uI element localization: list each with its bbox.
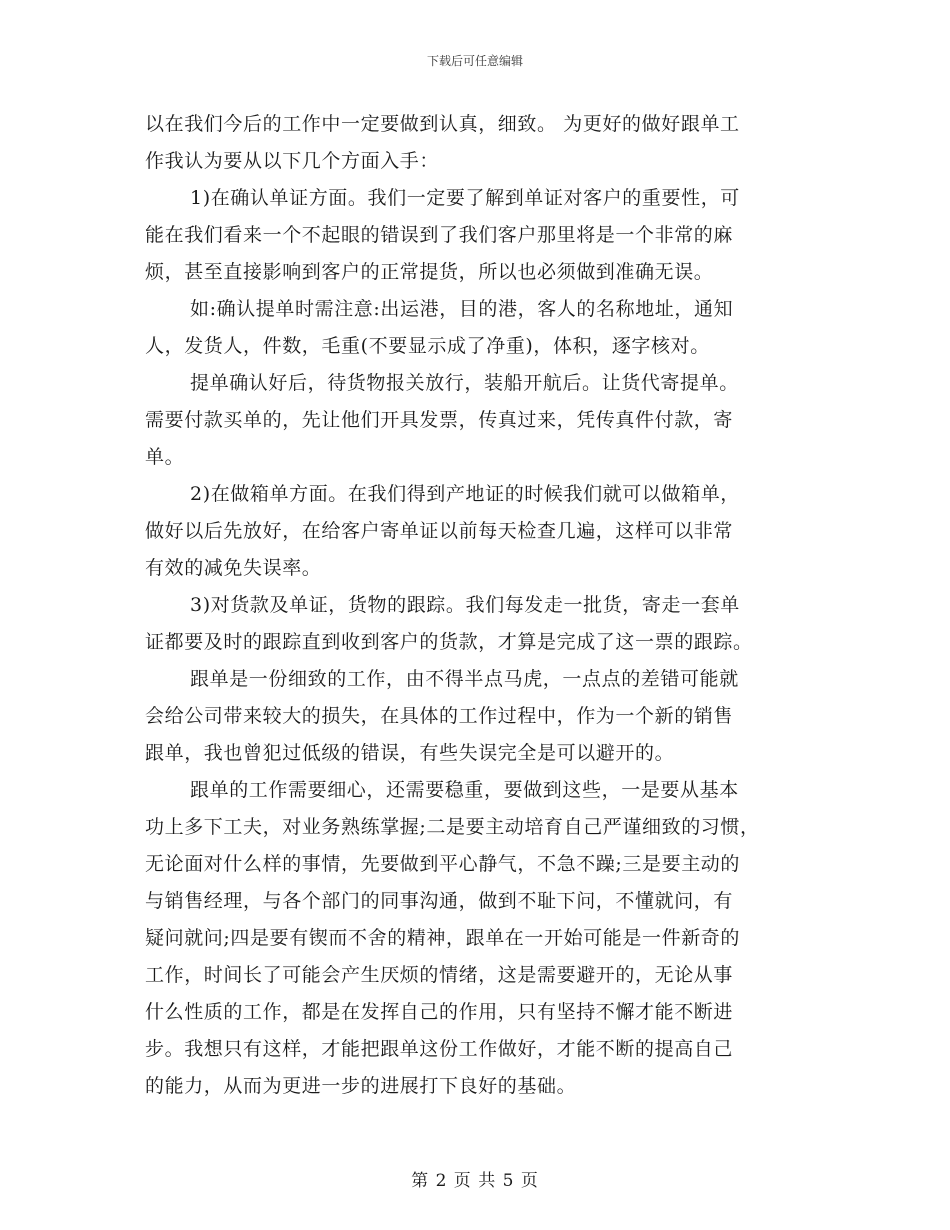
text-line: 步。我想只有这样，才能把跟单这份工作做好，才能不断的提高自己 [145,1038,734,1060]
text-line: 烦，甚至直接影响到客户的正常提货，所以也必须做到准确无误。 [145,261,714,283]
text-line: 跟单，我也曾犯过低级的错误，有些失误完全是可以避开的。 [145,742,675,764]
text-line: 3)对货款及单证，货物的跟踪。我们每发走一批货，寄走一套单 [190,594,740,616]
text-line: 提单确认好后，待货物报关放行，装船开航后。让货代寄提单。 [190,372,739,394]
page-number: 第 2 页 共 5 页 [411,1171,539,1191]
text-line: 无论面对什么样的事情，先要做到平心静气，不急不躁;三是要主动的 [145,853,741,875]
text-line: 工作，时间长了可能会产生厌烦的情绪，这是需要避开的，无论从事 [145,964,734,986]
text-line: 的能力，从而为更进一步的进展打下良好的基础。 [145,1075,577,1097]
text-line: 跟单的工作需要细心，还需要稳重，要做到这些，一是要从基本 [190,779,739,801]
text-line: 疑问就问;四是要有锲而不舍的精神，跟单在一开始可能是一件新奇的 [145,927,741,949]
text-line: 有效的减免失误率。 [145,557,322,579]
text-line: 能在我们看来一个不起眼的错误到了我们客户那里将是一个非常的麻 [145,224,734,246]
text-line: 作我认为要从以下几个方面入手： [145,150,440,172]
text-line: 如:确认提单时需注意:出运港，目的港，客人的名称地址，通知 [190,298,734,320]
text-line: 做好以后先放好，在给客户寄单证以前每天检查几遍，这样可以非常 [145,520,734,542]
text-line: 会给公司带来较大的损失，在具体的工作过程中，作为一个新的销售 [145,705,734,727]
document-body [145,106,800,1105]
text-line: 与销售经理，与各个部门的同事沟通，做到不耻下问，不懂就问，有 [145,890,734,912]
text-line: 功上多下工夫，对业务熟练掌握;二是要主动培育自己严谨细致的习惯， [145,816,760,838]
page-header: 下载后可任意编辑 [426,54,523,68]
text-line: 2)在做箱单方面。在我们得到产地证的时候我们就可以做箱单， [190,483,740,505]
text-line: 以在我们今后的工作中一定要做到认真，细致。 为更好的做好跟单工 [145,113,740,135]
text-line: 跟单是一份细致的工作，由不得半点马虎，一点点的差错可能就 [190,668,739,690]
text-line: 证都要及时的跟踪直到收到客户的货款，才算是完成了这一票的跟踪。 [145,631,753,653]
text-line: 需要付款买单的，先让他们开具发票，传真过来，凭传真件付款，寄 [145,409,734,431]
text-line: 什么性质的工作，都是在发挥自己的作用，只有坚持不懈才能不断进 [145,1001,734,1023]
text-line: 1)在确认单证方面。我们一定要了解到单证对客户的重要性，可 [190,187,740,209]
text-line: 人，发货人，件数，毛重(不要显示成了净重)，体积，逐字核对。 [145,335,710,357]
text-line: 单。 [145,446,185,468]
